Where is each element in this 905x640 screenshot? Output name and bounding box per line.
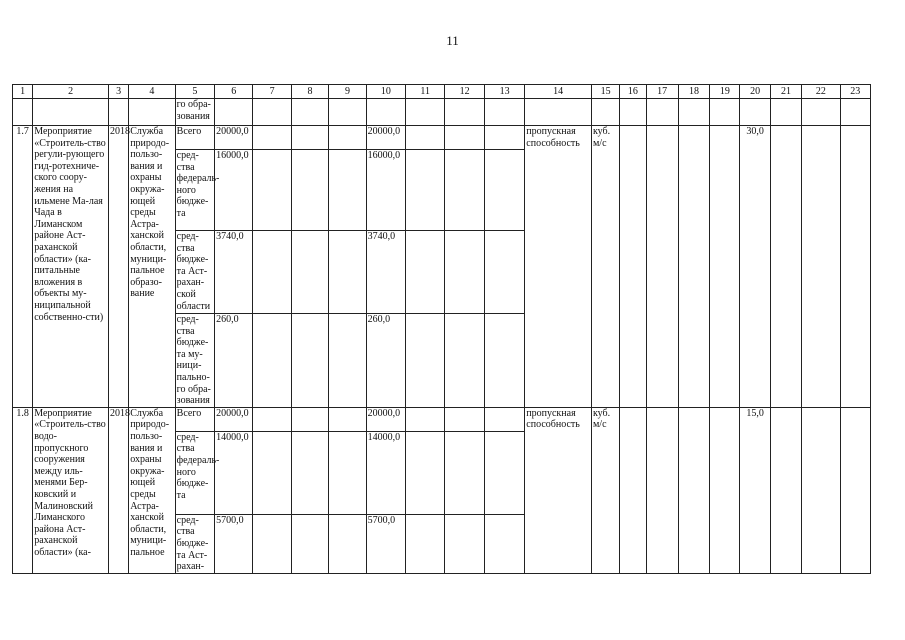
- col-header: 1: [13, 85, 33, 99]
- funding-source: сред-ства федераль-ного бюдже-та: [175, 150, 214, 231]
- table-row: [13, 126, 871, 150]
- table-row: [13, 407, 871, 431]
- col6-value: 14000,0: [215, 431, 253, 514]
- col6-value: 260,0: [215, 314, 253, 408]
- col10-value: 3740,0: [366, 231, 405, 314]
- indicator-name: пропускная способность: [525, 407, 592, 573]
- col6-value: 20000,0: [215, 126, 253, 150]
- col-header: 12: [445, 85, 484, 99]
- col10-value: 260,0: [366, 314, 405, 408]
- continuation-row: [13, 99, 871, 126]
- funding-source: Всего: [175, 407, 214, 431]
- column-number-header: [13, 85, 871, 99]
- col-header: 18: [678, 85, 709, 99]
- col10-value: 16000,0: [366, 150, 405, 231]
- funding-source: сред-ства бюдже-та Аст-рахан-ской области: [175, 231, 214, 314]
- col-header: 20: [740, 85, 770, 99]
- col20-value: 15,0: [740, 407, 770, 573]
- col10-value: 20000,0: [366, 407, 405, 431]
- measure-name: Мероприятие «Строитель-ство регули-рующего гид-ротехниче-ского соору-жения на ильмене Ма-лая Чада в Лиманском районе Аст-раханской области» (ка-питальные вложения в объекты му-ниципальной собственно-сти): [33, 126, 109, 408]
- col-header: 23: [840, 85, 870, 99]
- col-header: 8: [291, 85, 328, 99]
- col-header: 15: [591, 85, 619, 99]
- funding-source: сред-ства федераль-ного бюдже-та: [175, 431, 214, 514]
- page-number: 11: [446, 33, 459, 48]
- executor: Служба природо-пользо-вания и охраны окружа-ющей среды Астра-ханской области, муници-пальное образо-вание: [129, 126, 175, 408]
- col-header: 5: [175, 85, 214, 99]
- col-header: 4: [129, 85, 175, 99]
- col6-value: 3740,0: [215, 231, 253, 314]
- indicator-unit: куб. м/с: [591, 126, 619, 408]
- executor: Служба природо-пользо-вания и охраны окружа-ющей среды Астра-ханской области, муници-пальное: [129, 407, 175, 573]
- col10-value: 5700,0: [366, 514, 405, 573]
- funding-source: Всего: [175, 126, 214, 150]
- funding-source: го обра-зования: [175, 99, 214, 126]
- col-header: 9: [329, 85, 366, 99]
- col-header: 17: [646, 85, 678, 99]
- row-index: 1.7: [13, 126, 33, 408]
- budget-table: [12, 84, 871, 574]
- col6-value: 5700,0: [215, 514, 253, 573]
- row-index: 1.8: [13, 407, 33, 573]
- col-header: 22: [802, 85, 840, 99]
- col6-value: 20000,0: [215, 407, 253, 431]
- indicator-unit: куб. м/с: [591, 407, 619, 573]
- col-header: 11: [406, 85, 445, 99]
- year: 2018: [108, 126, 128, 408]
- col-header: 16: [620, 85, 646, 99]
- col6-value: 16000,0: [215, 150, 253, 231]
- col-header: 6: [215, 85, 253, 99]
- year: 2018: [108, 407, 128, 573]
- col-header: 10: [366, 85, 405, 99]
- col10-value: 14000,0: [366, 431, 405, 514]
- col-header: 2: [33, 85, 109, 99]
- col-header: 13: [484, 85, 524, 99]
- col-header: 19: [710, 85, 740, 99]
- col20-value: 30,0: [740, 126, 770, 408]
- col-header: 21: [770, 85, 801, 99]
- funding-source: сред-ства бюдже-та му-ници-пально-го обра-зования: [175, 314, 214, 408]
- col-header: 3: [108, 85, 128, 99]
- measure-name: Мероприятие «Строитель-ство водо-пропускного сооружения между иль-менями Бер-ковский и Малиновский Лиманского района Аст-раханской области» (ка-: [33, 407, 109, 573]
- col10-value: 20000,0: [366, 126, 405, 150]
- col-header: 14: [525, 85, 592, 99]
- funding-source: сред-ства бюдже-та Аст-рахан-: [175, 514, 214, 573]
- indicator-name: пропускная способность: [525, 126, 592, 408]
- col-header: 7: [253, 85, 291, 99]
